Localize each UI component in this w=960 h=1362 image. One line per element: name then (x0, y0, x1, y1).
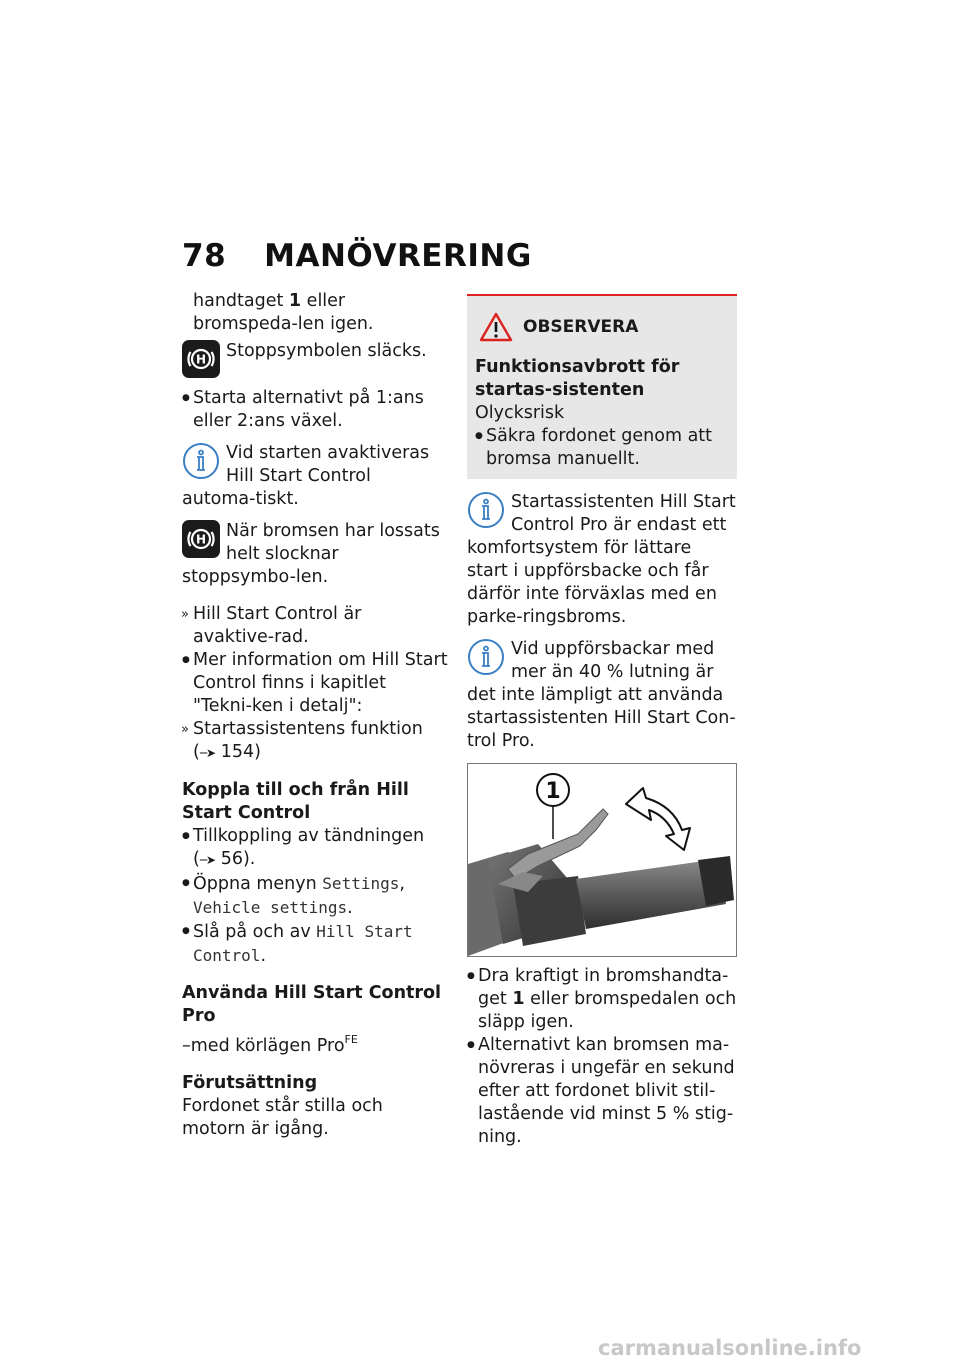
section-heading: Förutsättning (182, 1073, 318, 1093)
hill-hold-symbol-icon (182, 520, 220, 558)
right-column (467, 294, 737, 1149)
result-item: » Startassistentens funktion (─➤ 154) (182, 718, 448, 765)
svg-text:H: H (195, 532, 207, 547)
info-icon (467, 491, 505, 529)
brake-symbol-note: H Stoppsymbolen släcks. (182, 340, 448, 378)
list-item: ● Öppna menyn Settings, Vehicle settings. (182, 872, 448, 920)
warning-subtitle: Olycksrisk (475, 403, 565, 423)
info-note: Startassistenten Hill Start Control Pro är endast ett komfortsystem för lättare start i uppförsbacke och får därför inte förväxlas med en parke-ringsbroms. (467, 492, 736, 627)
warning-title: Funktionsavbrott för startas-sistenten (475, 357, 680, 400)
page-header (182, 238, 532, 274)
list-item: ● Alternativt kan bromsen ma-növreras i ungefär en sekund efter att fordonet blivit stil-lastående vid minst 5 % stig-ning. (467, 1034, 737, 1149)
section-subheading: –med körlägen Pro$^{FE}$ (182, 1033, 358, 1056)
page-number: 78 (182, 238, 227, 274)
page-title: MANÖVRERING (264, 238, 532, 274)
info-note: Vid uppförsbackar med mer än 40 % lutning är det inte lämpligt att använda startassistenten Hill Start Con-trol Pro. (467, 639, 736, 751)
figure-callout-label: 1 (545, 779, 561, 804)
left-column (182, 290, 448, 1141)
section-heading: Använda Hill Start Control Pro (182, 983, 442, 1026)
list-item: ● Starta alternativt på 1:ans eller 2:ans växel. (182, 387, 448, 433)
info-icon (182, 442, 220, 480)
info-icon (467, 638, 505, 676)
brake-lever-figure (467, 763, 737, 957)
section-heading: Koppla till och från Hill Start Control (182, 780, 409, 823)
list-item: ● Tillkoppling av tändningen (─➤ 56). (182, 825, 448, 872)
warning-box (467, 294, 737, 479)
brake-symbol-note: H När bromsen har lossats helt slocknar stoppsymbo-len. (182, 521, 440, 587)
list-item: ● Slå på och av Hill Start Control. (182, 920, 448, 968)
warning-triangle-icon (479, 312, 513, 342)
paragraph: Fordonet står stilla och motorn är igång. (182, 1096, 383, 1139)
list-item: ● Mer information om Hill Start Control finns i kapitlet "Tekni-ken i detalj": (182, 649, 448, 718)
warning-header (479, 312, 727, 342)
page-reference-icon: ─➤ (199, 853, 216, 867)
paragraph: handtaget 1 eller bromspeda-len igen. (193, 291, 374, 334)
warning-label: OBSERVERA (523, 316, 639, 337)
watermark-text: carmanualsonline.info (598, 1336, 862, 1360)
page-reference-icon: ─➤ (199, 746, 216, 760)
hill-hold-symbol-icon (182, 340, 220, 378)
info-note: Vid starten avaktiveras Hill Start Control automa-tiskt. (182, 443, 430, 509)
result-item: » Hill Start Control är avaktive-rad. (182, 603, 448, 649)
list-item: ● Säkra fordonet genom att bromsa manuellt. (475, 425, 727, 471)
list-item: ● Dra kraftigt in bromshandta-get 1 eller bromspedalen och släpp igen. (467, 965, 737, 1034)
svg-text:H: H (195, 352, 207, 367)
